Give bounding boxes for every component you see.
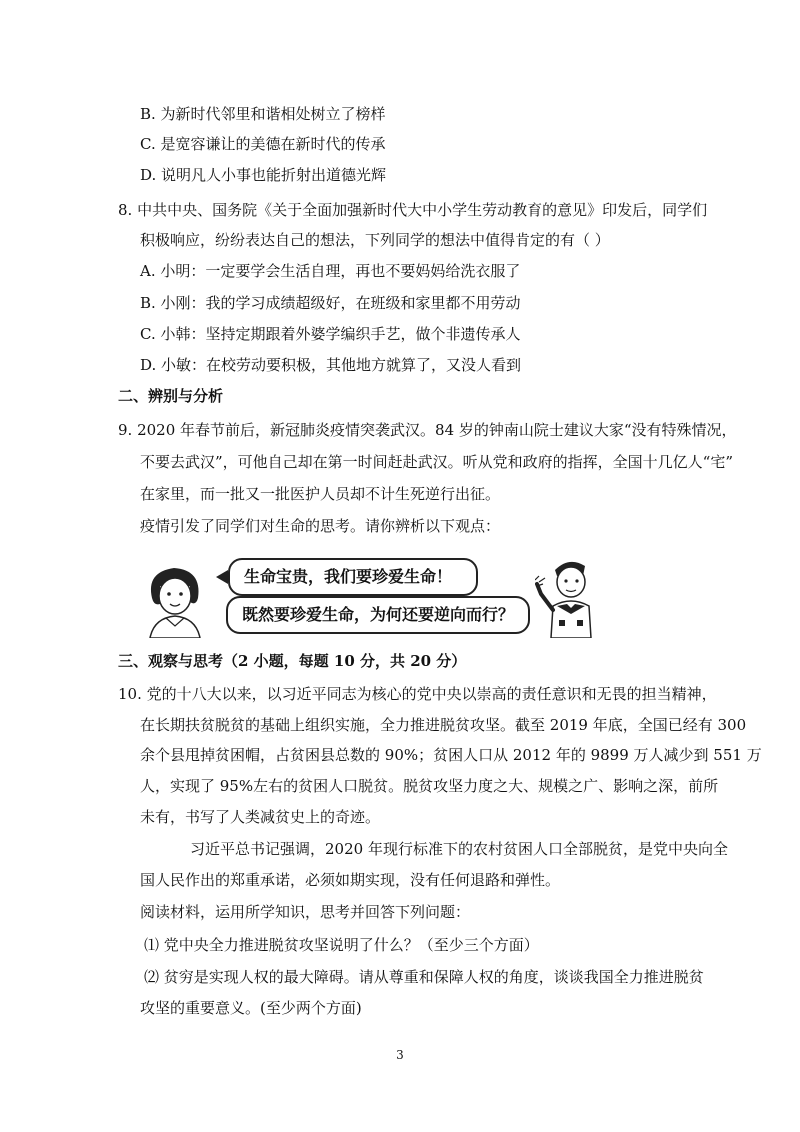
section2-title: 二、辨别与分析 — [118, 387, 224, 405]
q10-stem-line5: 未有，书写了人类减贫史上的奇迹。 — [140, 808, 381, 826]
page-number: 3 — [396, 1048, 404, 1062]
q10-subquestion-1: ⑴ 党中央全力推进脱贫攻坚说明了什么？（至少三个方面） — [144, 936, 539, 954]
q9-stem-line1: 9. 2020 年春节前后，新冠肺炎疫情突袭武汉。84 岁的钟南山院士建议大家“没有特殊情况， — [118, 421, 737, 439]
q8-option-d: D. 小敏：在校劳动要积极，其他地方就算了，又没人看到 — [140, 356, 522, 374]
q10-quote-line2: 国人民作出的郑重承诺，必须如期实现，没有任何退路和弹性。 — [140, 871, 561, 889]
q8-stem-line2: 积极响应，纷纷表达自己的想法，下列同学的想法中值得肯定的有（ ） — [140, 231, 610, 249]
debate-illustration — [140, 554, 600, 638]
q8-option-a: A. 小明：一定要学会生活自理，再也不要妈妈给洗衣服了 — [140, 262, 521, 280]
q9-stem-line3: 在家里，而一批又一批医护人员却不计生死逆行出征。 — [140, 485, 501, 503]
q8-option-b: B. 小刚：我的学习成绩超级好，在班级和家里都不用劳动 — [140, 294, 521, 312]
girl-figure-icon — [140, 562, 210, 638]
q7-option-b: B. 为新时代邻里和谐相处树立了榜样 — [140, 105, 386, 123]
q9-stem-line4: 疫情引发了同学们对生命的思考。请你辨析以下观点： — [140, 517, 501, 535]
q10-stem-line1: 10. 党的十八大以来，以习近平同志为核心的党中央以崇高的责任意识和无畏的担当精神， — [118, 685, 717, 703]
q10-instruction: 阅读材料，运用所学知识，思考并回答下列问题： — [140, 903, 471, 921]
q8-option-c: C. 小韩：坚持定期跟着外婆学编织手艺，做个非遗传承人 — [140, 325, 521, 343]
section3-title: 三、观察与思考（2 小题，每题 10 分，共 20 分） — [118, 652, 467, 670]
q9-stem-line2: 不要去武汉”，可他自己却在第一时间赶赴武汉。听从党和政府的指挥，全国十几亿人“宅” — [140, 453, 734, 471]
speech-bubble-two: 既然要珍爱生命，为何还要逆向而行？ — [226, 596, 530, 634]
q10-stem-line4: 人，实现了 95%左右的贫困人口脱贫。脱贫攻坚力度之大、规模之广、影响之深，前所 — [140, 777, 719, 795]
boy-figure-icon — [535, 554, 599, 638]
q10-stem-line3: 余个县甩掉贫困帽，占贫困县总数的 90%；贫困人口从 2012 年的 9899 万人减少到 551 万 — [140, 746, 762, 764]
q10-subquestion-2-line2: 攻坚的重要意义。(至少两个方面) — [140, 999, 362, 1017]
q8-stem-line1: 8. 中共中央、国务院《关于全面加强新时代大中小学生劳动教育的意见》印发后，同学们 — [118, 201, 708, 219]
q10-subquestion-2-line1: ⑵ 贫穷是实现人权的最大障碍。请从尊重和保障人权的角度，谈谈我国全力推进脱贫 — [144, 968, 704, 986]
q10-quote-line1: 习近平总书记强调，2020 年现行标准下的农村贫困人口全部脱贫，是党中央向全 — [190, 840, 728, 858]
q10-stem-line2: 在长期扶贫脱贫的基础上组织实施，全力推进脱贫攻坚。截至 2019 年底，全国已经有 300 — [140, 716, 747, 734]
speech-bubble-one: 生命宝贵，我们要珍爱生命！ — [228, 558, 478, 596]
q7-option-c: C. 是宽容谦让的美德在新时代的传承 — [140, 135, 386, 153]
bubble-one-tail — [216, 570, 228, 584]
q7-option-d: D. 说明凡人小事也能折射出道德光辉 — [140, 166, 387, 184]
